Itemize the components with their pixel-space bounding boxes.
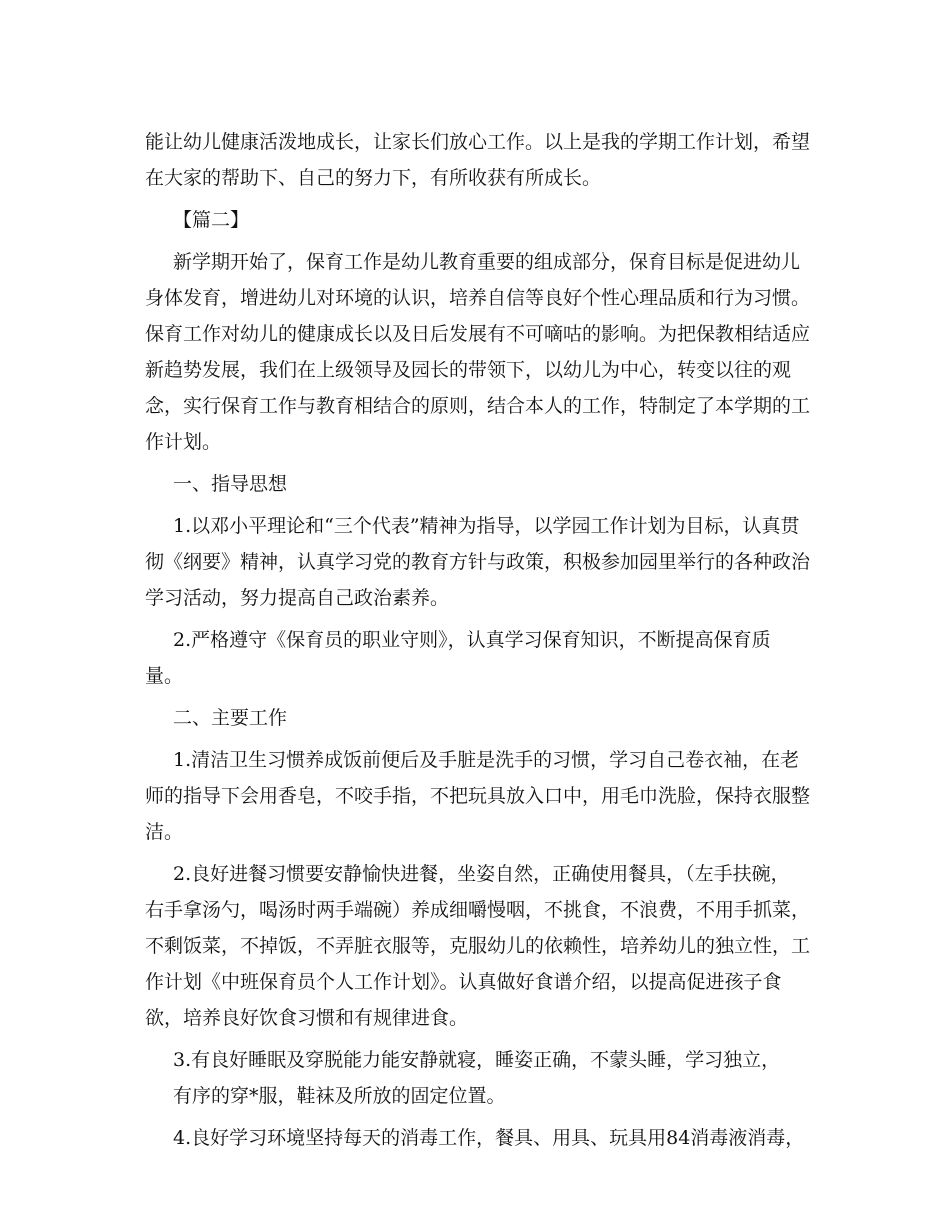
text-line: 身体发育，增进幼儿对环境的认识，培养自信等良好个性心理品质和行为习惯。 xyxy=(145,287,811,309)
text-line: 作计划《中班保育员个人工作计划》。认真做好食谱介绍，以提高促进孩子食 xyxy=(145,971,782,993)
text-line: 保育工作对幼儿的健康成长以及日后发展有不可嘀咕的影响。为把保教相结适应 xyxy=(145,323,811,345)
paragraph-section-two-item-4 xyxy=(145,1120,805,1156)
document-body xyxy=(145,124,811,1162)
paragraph-section-two-item-3 xyxy=(145,1042,805,1114)
text-line: 能让幼儿健康活泼地成长，让家长们放心工作。以上是我的学期工作计划，希望 xyxy=(145,131,811,153)
text-line: 二、主要工作 xyxy=(173,707,288,729)
text-line: 学习活动，努力提高自己政治素养。 xyxy=(145,587,450,609)
text-line: 2.严格遵守《保育员的职业守则》，认真学习保育知识，不断提高保育质 xyxy=(173,629,771,651)
paragraph-intro-end xyxy=(145,124,811,196)
text-line: 有序的穿*服，鞋袜及所放的固定位置。 xyxy=(173,1085,506,1107)
text-line: 彻《纲要》精神，认真学习党的教育方针与政策，积极参加园里举行的各种政治 xyxy=(145,551,811,573)
paragraph-section-two-item-1 xyxy=(145,742,811,850)
text-line: 新趋势发展，我们在上级领导及园长的带领下，以幼儿为中心，转变以往的观 xyxy=(145,359,792,381)
text-line: 2.良好进餐习惯要安静愉快进餐，坐姿自然，正确使用餐具，（左手扶碗， xyxy=(173,863,790,885)
text-line: 不剩饭菜，不掉饭，不弄脏衣服等，克服幼儿的依赖性，培养幼儿的独立性，工 xyxy=(145,935,811,957)
text-line: 欲，培养良好饮食习惯和有规律进食。 xyxy=(145,1007,469,1029)
text-line: 作计划。 xyxy=(145,431,222,453)
text-line: 新学期开始了，保育工作是幼儿教育重要的组成部分，保育目标是促进幼儿 xyxy=(173,251,801,273)
text-line: 在大家的帮助下、自己的努力下，有所收获有所成长。 xyxy=(145,167,602,189)
text-line: 一、指导思想 xyxy=(173,473,288,495)
text-line: 3.有良好睡眠及穿脱能力能安静就寝，睡姿正确，不蒙头睡，学习独立， xyxy=(173,1049,781,1071)
paragraph-section-two-item-2 xyxy=(145,856,811,1036)
text-line: 洁。 xyxy=(145,821,184,843)
paragraph-section-one-item-1 xyxy=(145,508,811,616)
text-line: 1.以邓小平理论和“三个代表”精神为指导，以学园工作计划为目标，认真贯 xyxy=(173,515,800,537)
section-heading-part-two xyxy=(145,202,805,238)
paragraph-part-two-intro xyxy=(145,244,811,460)
section-heading-guiding-thought xyxy=(145,466,805,502)
text-line: 4.良好学习环境坚持每天的消毒工作，餐具、用具、玩具用84消毒液消毒， xyxy=(173,1127,805,1149)
text-line: 念，实行保育工作与教育相结合的原则，结合本人的工作，特制定了本学期的工 xyxy=(145,395,811,417)
text-line: 右手拿汤勺，喝汤时两手端碗）养成细嚼慢咽，不挑食，不浪费，不用手抓菜， xyxy=(145,899,811,921)
text-line: 【篇二】 xyxy=(173,209,250,231)
text-line: 1.清洁卫生习惯养成饭前便后及手脏是洗手的习惯，学习自己卷衣袖，在老 xyxy=(173,749,800,771)
section-heading-main-work xyxy=(145,700,805,736)
paragraph-section-one-item-2 xyxy=(145,622,805,694)
text-line: 师的指导下会用香皂，不咬手指，不把玩具放入口中，用毛巾洗脸，保持衣服整 xyxy=(145,785,811,807)
text-line: 量。 xyxy=(145,665,184,687)
